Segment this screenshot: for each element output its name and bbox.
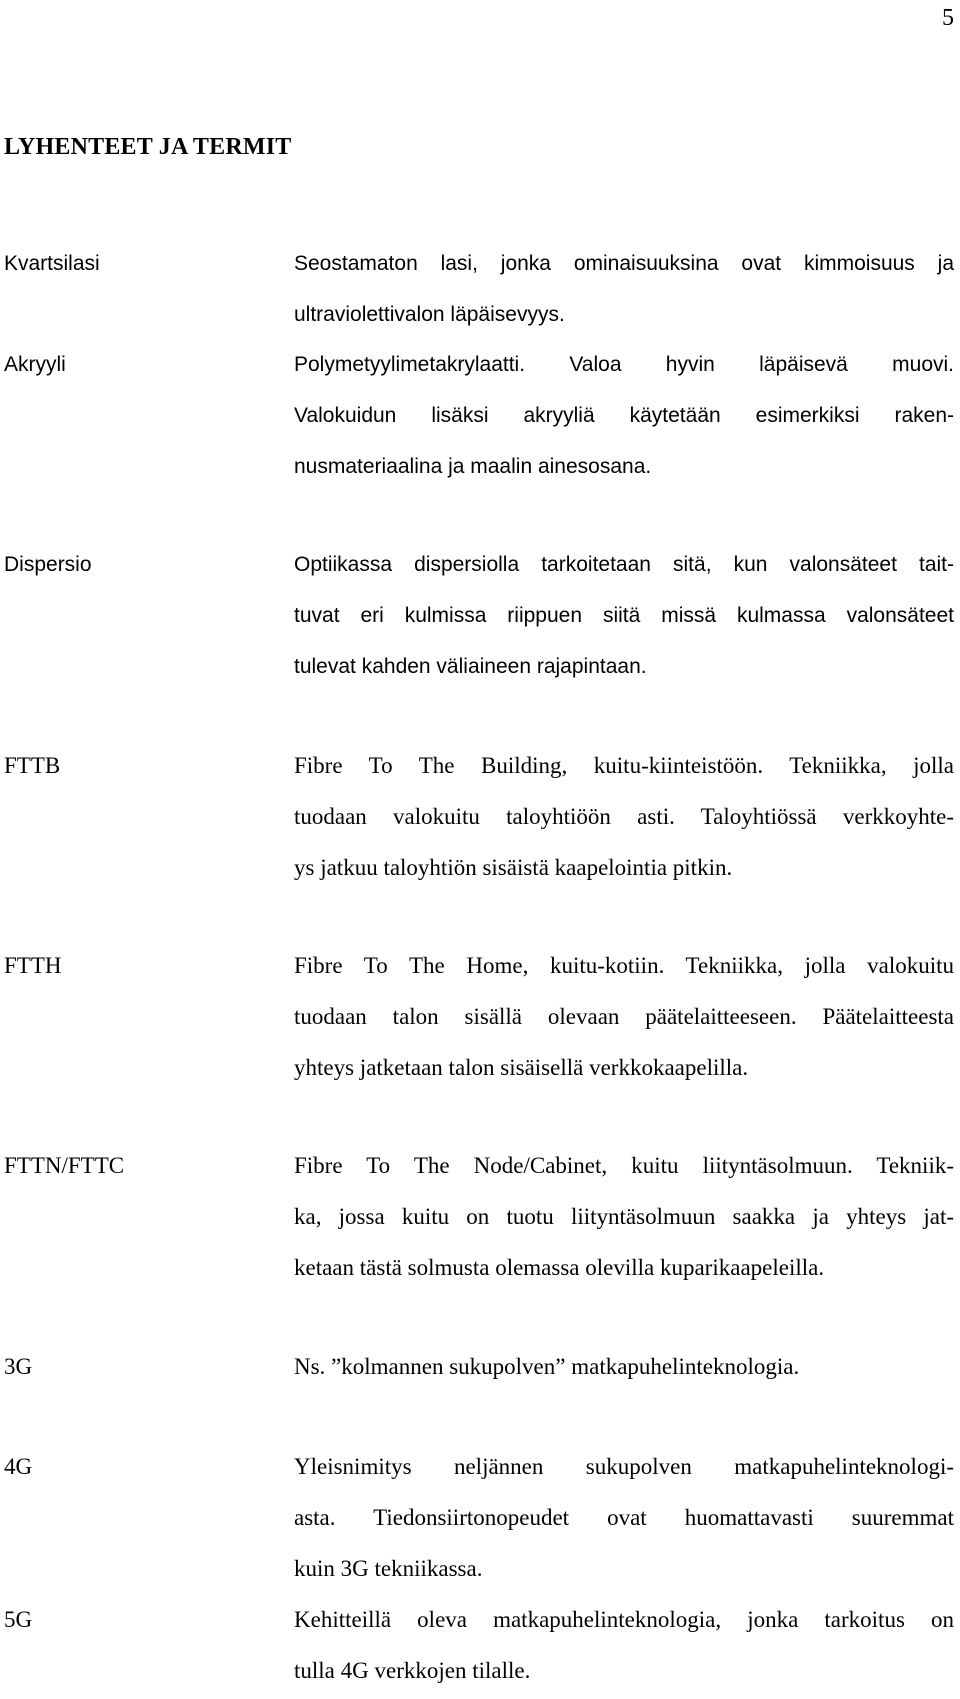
definition-line: nusmateriaalina ja maalin ainesosana. xyxy=(294,455,652,478)
definition-line: Fibre To The Home, kuitu-kotiin. Tekniikka, jolla valokuitu xyxy=(294,953,954,978)
page-number: 5 xyxy=(942,5,954,31)
glossary-term: 5G xyxy=(4,1607,33,1632)
glossary-definition xyxy=(294,339,954,492)
glossary-term: FTTB xyxy=(4,753,61,778)
definition-line: tulla 4G verkkojen tilalle. xyxy=(294,1658,531,1683)
glossary-term: Akryyli xyxy=(4,353,66,376)
glossary-term: Dispersio xyxy=(4,553,92,576)
definition-line: tuvat eri kulmissa riippuen siitä missä kulmassa valonsäteet xyxy=(294,604,954,627)
glossary-definition xyxy=(294,1140,954,1293)
definition-line: Optiikassa dispersiolla tarkoitetaan sitä, kun valonsäteet tait- xyxy=(294,553,954,576)
definition-line: yhteys jatketaan talon sisäisellä verkkokaapelilla. xyxy=(294,1055,749,1080)
glossary-term: FTTH xyxy=(4,953,62,978)
definition-line: kuin 3G tekniikassa. xyxy=(294,1556,483,1581)
glossary-term: 3G xyxy=(4,1354,33,1379)
page-title: LYHENTEET JA TERMIT xyxy=(4,134,292,160)
definition-line: ys jatkuu taloyhtiön sisäistä kaapelointia pitkin. xyxy=(294,855,733,880)
glossary-definition xyxy=(294,1594,954,1696)
definition-line: asta. Tiedonsiirtonopeudet ovat huomattavasti suuremmat xyxy=(294,1505,954,1530)
definition-line: ka, jossa kuitu on tuotu liityntäsolmuun saakka ja yhteys jat- xyxy=(294,1204,954,1229)
glossary-definition xyxy=(294,1341,954,1392)
definition-line: Kehitteillä oleva matkapuhelinteknologia, jonka tarkoitus on xyxy=(294,1607,954,1632)
glossary-term: Kvartsilasi xyxy=(4,252,100,275)
definition-line: Fibre To The Building, kuitu-kiinteistöön. Tekniikka, jolla xyxy=(294,753,954,778)
definition-line: ultraviolettivalon läpäisevyys. xyxy=(294,303,565,326)
definition-line: Seostamaton lasi, jonka ominaisuuksina ovat kimmoisuus ja xyxy=(294,252,954,275)
definition-line: Polymetyylimetakrylaatti. Valoa hyvin läpäisevä muovi. xyxy=(294,353,954,376)
glossary-term: FTTN/FTTC xyxy=(4,1153,125,1178)
glossary-definition xyxy=(294,740,954,893)
definition-line: tuodaan talon sisällä olevaan päätelaitteeseen. Päätelaitteesta xyxy=(294,1004,954,1029)
definition-line: Yleisnimitys neljännen sukupolven matkapuhelinteknologi- xyxy=(294,1454,954,1479)
definition-line: tulevat kahden väliaineen rajapintaan. xyxy=(294,655,647,678)
definition-line: Valokuidun lisäksi akryyliä käytetään esimerkiksi raken- xyxy=(294,404,954,427)
glossary-definition xyxy=(294,1441,954,1594)
glossary-term: 4G xyxy=(4,1454,33,1479)
definition-line: ketaan tästä solmusta olemassa olevilla kuparikaapeleilla. xyxy=(294,1255,825,1280)
glossary-definition xyxy=(294,539,954,692)
glossary-definition xyxy=(294,238,954,340)
definition-line: tuodaan valokuitu taloyhtiöön asti. Taloyhtiössä verkkoyhte- xyxy=(294,804,954,829)
definition-line: Ns. ”kolmannen sukupolven” matkapuhelinteknologia. xyxy=(294,1354,800,1379)
glossary-definition xyxy=(294,940,954,1093)
definition-line: Fibre To The Node/Cabinet, kuitu liityntäsolmuun. Tekniik- xyxy=(294,1153,954,1178)
